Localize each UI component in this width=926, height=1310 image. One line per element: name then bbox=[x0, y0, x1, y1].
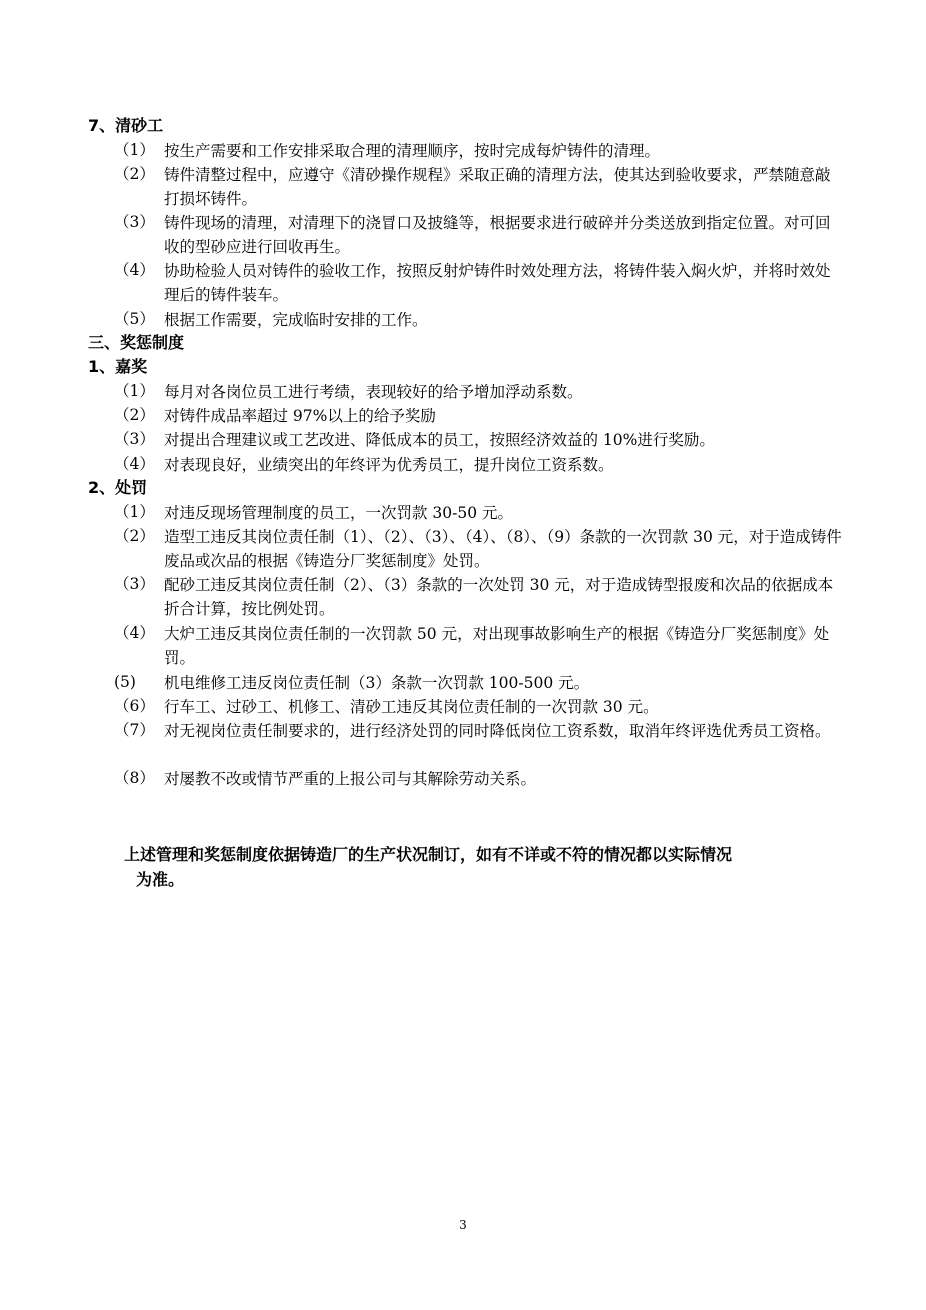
item-text: 根据工作需要，完成临时安排的工作。 bbox=[164, 311, 428, 329]
item-text: 造型工违反其岗位责任制（1）、（2）、（3）、（4）、（8）、（9）条款的一次罚款 30 元，对于造成铸件废品或次品的根据《铸造分厂奖惩制度》处罚。 bbox=[164, 528, 842, 570]
section-heading-rewards: 1、嘉奖 bbox=[88, 357, 148, 376]
item-number: （2） bbox=[114, 527, 155, 545]
item-text: 协助检验人员对铸件的验收工作，按照反射炉铸件时效处理方法，将铸件装入焖火炉，并将时效处理后的铸件装车。 bbox=[164, 262, 831, 304]
item-text: 对屡教不改或情节严重的上报公司与其解除劳动关系。 bbox=[164, 770, 537, 788]
item-text: 每月对各岗位员工进行考绩，表现较好的给予增加浮动系数。 bbox=[164, 383, 583, 401]
item-number: （4） bbox=[114, 455, 155, 473]
item-number: （1） bbox=[114, 382, 155, 400]
conclusion-line-1: 上述管理和奖惩制度依据铸造厂的生产状况制订，如有不详或不符的情况都以实际情况 bbox=[124, 845, 733, 864]
item-text: 对违反现场管理制度的员工，一次罚款 30-50 元。 bbox=[164, 504, 514, 522]
item-text: 机电维修工违反岗位责任制（3）条款一次罚款 100-500 元。 bbox=[164, 674, 590, 692]
item-text: 铸件现场的清理，对清理下的浇冒口及披缝等，根据要求进行破碎并分类送放到指定位置。对可回收的型砂应进行回收再生。 bbox=[164, 214, 831, 256]
item-number: （5） bbox=[114, 310, 155, 328]
page-number: 3 bbox=[459, 1218, 467, 1232]
item-number: （2） bbox=[114, 165, 155, 183]
item-text: 对提出合理建议或工艺改进、降低成本的员工，按照经济效益的 10%进行奖励。 bbox=[164, 431, 715, 449]
item-number: （2） bbox=[114, 406, 155, 424]
conclusion-note bbox=[124, 842, 846, 892]
item-number: （3） bbox=[114, 575, 155, 593]
item-text: 行车工、过砂工、机修工、清砂工违反其岗位责任制的一次罚款 30 元。 bbox=[164, 698, 659, 716]
item-number: （7） bbox=[114, 721, 155, 739]
item-text: 对铸件成品率超过 97%以上的给予奖励 bbox=[164, 407, 436, 425]
item-text: 对无视岗位责任制要求的，进行经济处罚的同时降低岗位工资系数，取消年终评选优秀员工资格。 bbox=[164, 722, 831, 740]
item-number: （1） bbox=[114, 503, 155, 521]
item-number: （1） bbox=[114, 141, 155, 159]
item-number: （3） bbox=[114, 213, 155, 231]
item-number: （3） bbox=[114, 430, 155, 448]
item-number: (5) bbox=[114, 673, 136, 691]
item-number: （8） bbox=[114, 769, 155, 787]
conclusion-line-2: 为准。 bbox=[136, 870, 185, 889]
item-text: 按生产需要和工作安排采取合理的清理顺序，按时完成每炉铸件的清理。 bbox=[164, 142, 661, 160]
part-heading-rewards-penalties: 三、奖惩制度 bbox=[88, 333, 185, 352]
section-heading-penalties: 2、处罚 bbox=[88, 478, 148, 497]
item-text: 配砂工违反其岗位责任制（2）、（3）条款的一次处罚 30 元，对于造成铸型报废和次品的依据成本折合计算，按比例处罚。 bbox=[164, 576, 834, 618]
item-text: 铸件清整过程中，应遵守《清砂操作规程》采取正确的清理方法，使其达到验收要求，严禁随意敲打损坏铸件。 bbox=[164, 166, 831, 208]
item-number: （6） bbox=[114, 697, 155, 715]
item-text: 大炉工违反其岗位责任制的一次罚款 50 元，对出现事故影响生产的根据《铸造分厂奖惩制度》处罚。 bbox=[164, 625, 830, 667]
item-number: （4） bbox=[114, 624, 155, 642]
section-heading-qingshagong: 7、清砂工 bbox=[88, 116, 164, 135]
item-text: 对表现良好，业绩突出的年终评为优秀员工，提升岗位工资系数。 bbox=[164, 456, 614, 474]
item-number: （4） bbox=[114, 261, 155, 279]
